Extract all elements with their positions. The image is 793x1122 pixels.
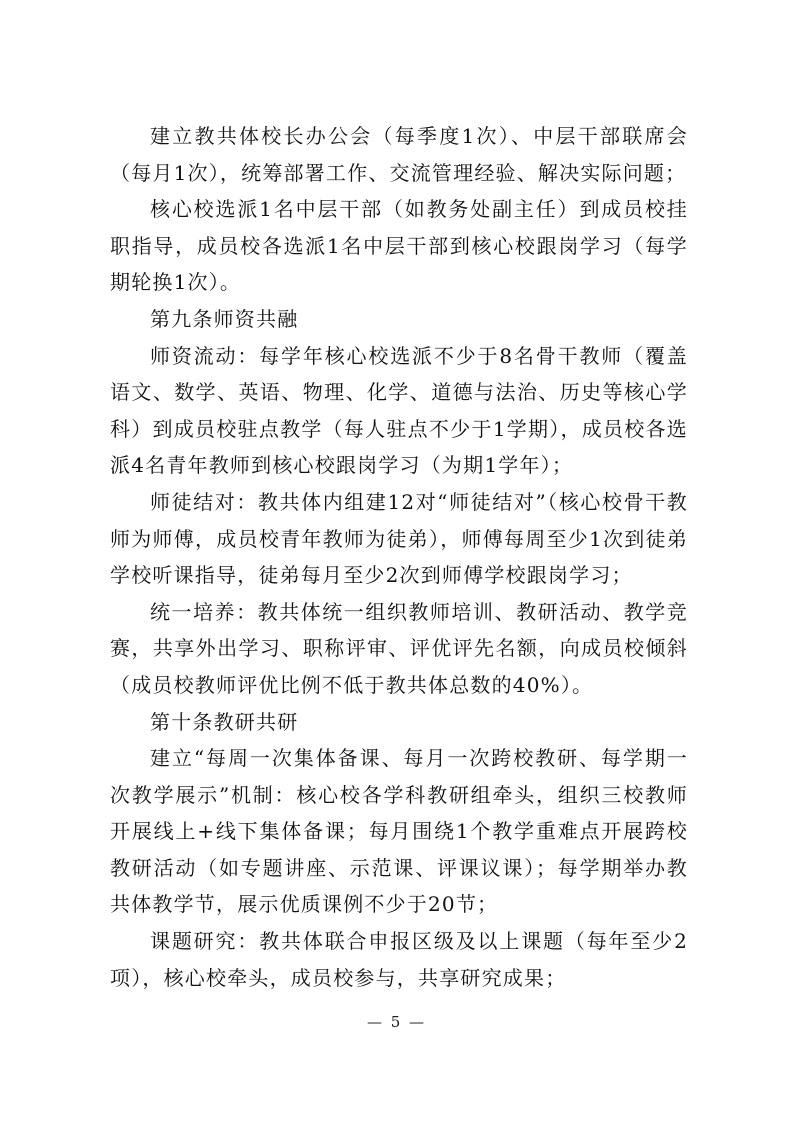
paragraph-cadre-exchange: 核心校选派1名中层干部（如教务处副主任）到成员校挂职指导，成员校各选派1名中层干部到核心校跟岗学习（每学期轮换1次）。 (110, 197, 688, 295)
paragraph-teaching-research-mechanism: 建立“每周一次集体备课、每月一次跨校教研、每学期一次教学展示”机制：核心校各学科教研组牵头，组织三校教师开展线上+线下集体备课；每月围绕1个教学重难点开展跨校教研活动（如专题讲座、示范课、评课议课）；每学期举办教共体教学节，展示优质课例不少于20节； (110, 746, 688, 917)
page-number: — 5 — (366, 1013, 427, 1031)
paragraph-research-projects: 课题研究：教共体联合申报区级及以上课题（每年至少2项），核心校牵头，成员校参与，共享研究成果； (110, 929, 688, 990)
paragraph-mentorship-pairing: 师徒结对：教共体内组建12对“师徒结对”（核心校骨干教师为师傅，成员校青年教师为徒弟），师傅每周至少1次到徒弟学校听课指导，徒弟每月至少2次到师傅学校跟岗学习； (110, 489, 688, 588)
section-heading-article-9: 第九条师资共融 (150, 306, 299, 331)
section-heading-article-10: 第十条教研共研 (150, 709, 299, 734)
paragraph-teacher-rotation: 师资流动：每学年核心校选派不少于8名骨干教师（覆盖语文、数学、英语、物理、化学、道德与法治、历史等核心学科）到成员校驻点教学（每人驻点不少于1学期），成员校各选派4名青年教师到核心校跟岗学习（为期1学年）； (110, 343, 688, 478)
paragraph-principal-meeting: 建立教共体校长办公会（每季度1次）、中层干部联席会（每月1次），统筹部署工作、交流管理经验、解决实际问题； (110, 124, 688, 185)
document-body (110, 118, 688, 996)
paragraph-unified-training: 统一培养：教共体统一组织教师培训、教研活动、教学竞赛，共享外出学习、职称评审、评优评先名额，向成员校倾斜（成员校教师评优比例不低于教共体总数的40%）。 (110, 599, 688, 697)
